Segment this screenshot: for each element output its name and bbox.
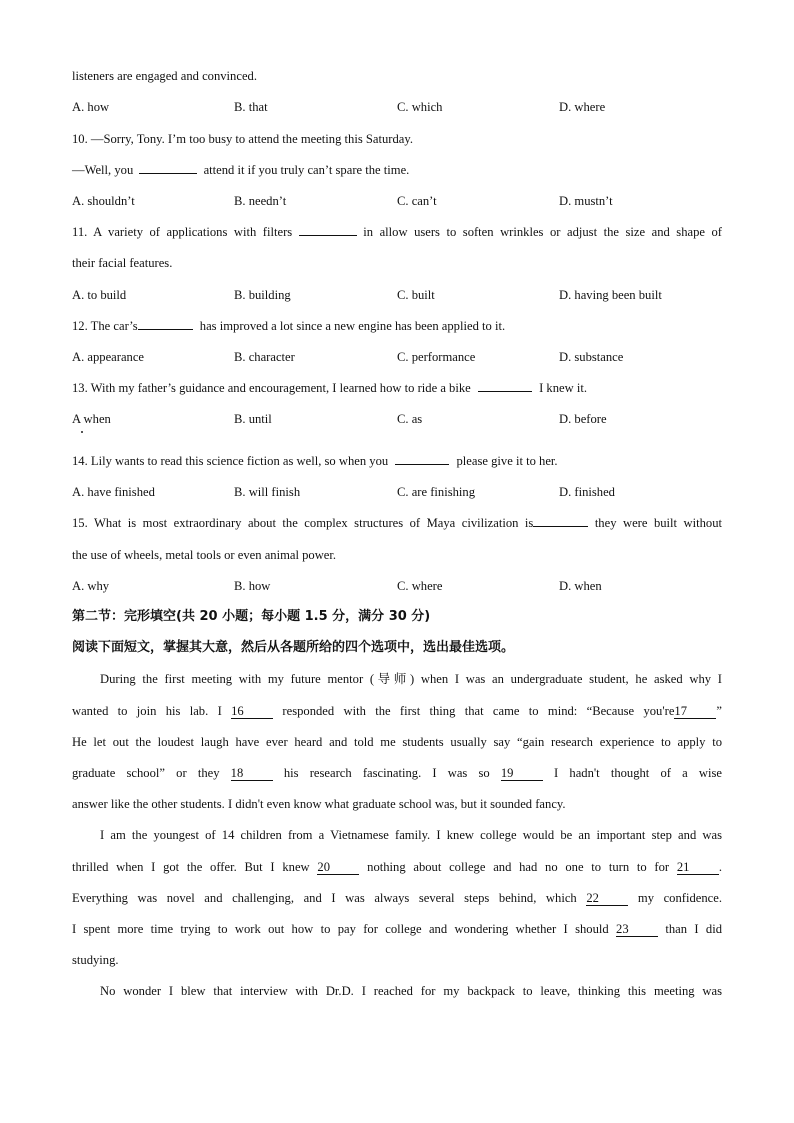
q11-option-c[interactable]: C. built <box>397 288 435 302</box>
cloze-blank-20[interactable]: 20 <box>317 860 359 875</box>
q13-option-c[interactable]: C. as <box>397 412 423 426</box>
answer-blank[interactable] <box>138 318 193 330</box>
q12-stem <box>72 318 722 334</box>
q11-stem <box>72 224 722 240</box>
q15-stem <box>72 515 722 531</box>
q11-option-a[interactable]: A. to build <box>72 288 127 302</box>
stray-mark <box>81 431 83 433</box>
q10-option-a[interactable]: A. shouldn’t <box>72 194 135 208</box>
q15-stem-end: they were built without <box>594 516 723 530</box>
q14-option-b[interactable]: B. will finish <box>234 485 301 499</box>
answer-blank[interactable] <box>299 224 357 236</box>
q12-option-b[interactable]: B. character <box>234 350 295 364</box>
passage-line: I am the youngest of 14 children from a Vietnamese family. I knew college would be an important step and was <box>100 828 722 842</box>
q10-reply-end: attend it if you truly can’t spare the time. <box>203 163 410 177</box>
q11-stem-end: in allow users to soften wrinkles or adjust the size and shape of <box>363 225 722 239</box>
cloze-blank-16[interactable]: 16 <box>231 704 273 719</box>
passage-line <box>72 921 722 937</box>
q9-option-d[interactable]: D. where <box>559 100 606 114</box>
q11-stem-continued: their facial features. <box>72 256 173 270</box>
q15-stem-continued: the use of wheels, metal tools or even animal power. <box>72 548 337 562</box>
q13-option-a[interactable]: A when <box>72 412 111 426</box>
q15-stem-start: 15. What is most extraordinary about the complex structures of Maya civilization is <box>72 516 534 530</box>
q10-reply <box>72 162 722 178</box>
q13-option-b[interactable]: B. until <box>234 412 272 426</box>
q12-stem-end: has improved a lot since a new engine has been applied to it. <box>199 319 506 333</box>
q14-option-a[interactable]: A. have finished <box>72 485 155 499</box>
q15-option-d[interactable]: D. when <box>559 579 602 593</box>
cloze-blank-17[interactable]: 17 <box>674 704 716 719</box>
passage-text: wanted to join his lab. I <box>72 704 222 718</box>
q9-option-b[interactable]: B. that <box>234 100 268 114</box>
q10-option-d[interactable]: D. mustn’t <box>559 194 613 208</box>
q12-stem-start: 12. The car’s <box>72 319 138 333</box>
q9-option-c[interactable]: C. which <box>397 100 443 114</box>
passage-line: studying. <box>72 953 119 967</box>
section-instruction: 阅读下面短文，掌握其大意，然后从各题所给的四个选项中，选出最佳选项。 <box>72 640 515 655</box>
cloze-blank-21[interactable]: 21 <box>677 860 719 875</box>
q12-option-d[interactable]: D. substance <box>559 350 624 364</box>
q9-option-a[interactable]: A. how <box>72 100 110 114</box>
q10-option-b[interactable]: B. needn’t <box>234 194 287 208</box>
answer-blank[interactable] <box>395 453 449 465</box>
continued-question-text: listeners are engaged and convinced. <box>72 69 257 83</box>
answer-blank[interactable] <box>478 380 532 392</box>
cloze-blank-23[interactable]: 23 <box>616 922 658 937</box>
passage-text: I hadn't thought of a wise <box>554 766 722 780</box>
q13-option-d[interactable]: D. before <box>559 412 607 426</box>
passage-text: responded with the first thing that came to mind: “Because you're <box>282 704 675 718</box>
cloze-blank-22[interactable]: 22 <box>586 891 628 906</box>
q10-reply-start: —Well, you <box>72 163 134 177</box>
q14-stem-end: please give it to her. <box>456 454 558 468</box>
answer-blank[interactable] <box>139 162 197 174</box>
passage-line: During the first meeting with my future mentor (导师) when I was an undergraduate student, he asked why I <box>100 672 722 686</box>
passage-line: answer like the other students. I didn't even know what graduate school was, but it sounded fancy. <box>72 797 566 811</box>
passage-text: graduate school” or they <box>72 766 220 780</box>
q14-stem-start: 14. Lily wants to read this science fiction as well, so when you <box>72 454 389 468</box>
passage-line <box>72 890 722 906</box>
q14-stem <box>72 453 722 469</box>
q11-option-b[interactable]: B. building <box>234 288 291 302</box>
cloze-blank-18[interactable]: 18 <box>231 766 273 781</box>
q12-option-c[interactable]: C. performance <box>397 350 476 364</box>
q15-option-b[interactable]: B. how <box>234 579 271 593</box>
passage-text: . <box>718 860 723 874</box>
passage-text: thrilled when I got the offer. But I knew <box>72 860 310 874</box>
q14-option-c[interactable]: C. are finishing <box>397 485 475 499</box>
passage-line <box>72 859 722 875</box>
answer-blank[interactable] <box>533 515 588 527</box>
q13-stem <box>72 380 722 396</box>
q10-stem: 10. —Sorry, Tony. I’m too busy to attend the meeting this Saturday. <box>72 132 413 146</box>
passage-line: No wonder I blew that interview with Dr.D. I reached for my backpack to leave, thinking this meeting was <box>100 984 722 998</box>
passage-text: nothing about college and had no one to turn to for <box>367 860 670 874</box>
passage-text: ” <box>716 704 723 718</box>
q11-option-d[interactable]: D. having been built <box>559 288 662 302</box>
q12-option-a[interactable]: A. appearance <box>72 350 145 364</box>
q10-option-c[interactable]: C. can’t <box>397 194 437 208</box>
passage-line <box>72 765 722 781</box>
q15-option-c[interactable]: C. where <box>397 579 443 593</box>
passage-line: He let out the loudest laugh have ever heard and told me students usually say “gain research experience to apply to <box>72 735 722 749</box>
passage-text: Everything was novel and challenging, and I was always several steps behind, which <box>72 891 577 905</box>
passage-text: my confidence. <box>637 891 722 905</box>
cloze-blank-19[interactable]: 19 <box>501 766 543 781</box>
q11-stem-start: 11. A variety of applications with filters <box>72 225 293 239</box>
q14-option-d[interactable]: D. finished <box>559 485 615 499</box>
passage-text: than I did <box>665 922 722 936</box>
q13-stem-start: 13. With my father’s guidance and encouragement, I learned how to ride a bike <box>72 381 471 395</box>
passage-text: his research fascinating. I was so <box>283 766 490 780</box>
passage-text: I spent more time trying to work out how to pay for college and wondering whether I should <box>72 922 609 936</box>
passage-line <box>72 703 722 719</box>
q15-option-a[interactable]: A. why <box>72 579 110 593</box>
section-heading: 第二节：完形填空(共 20 小题；每小题 1.5 分，满分 30 分) <box>72 609 431 624</box>
q13-stem-end: I knew it. <box>539 381 587 395</box>
